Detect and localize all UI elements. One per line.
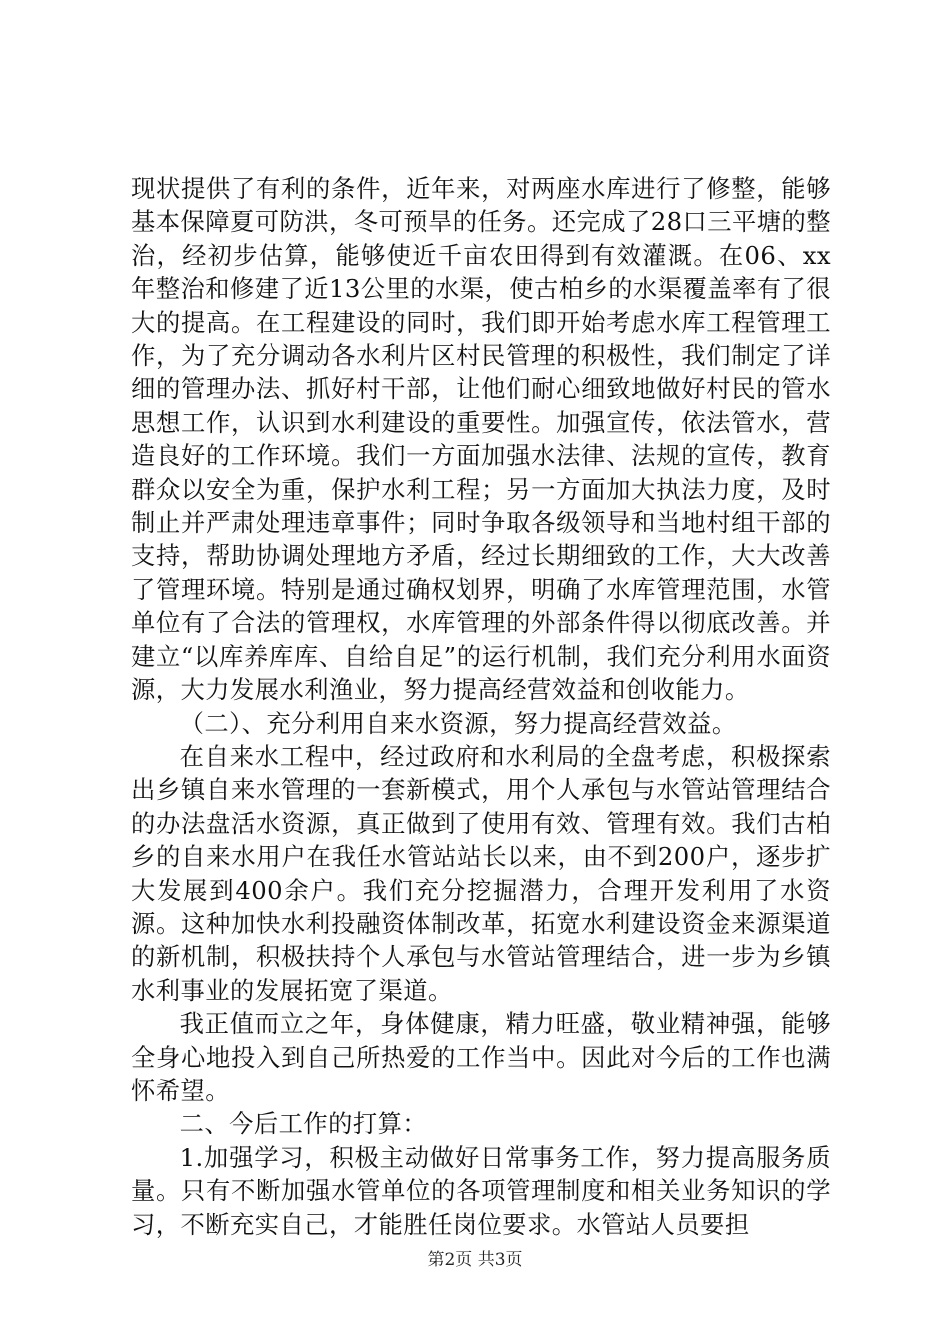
paragraph-4: 我正值而立之年，身体健康，精力旺盛，敬业精神强，能够全身心地投入到自己所热爱的工作当中。因此对今后的工作也满怀希望。 bbox=[131, 1009, 831, 1105]
paragraph-6: 1.加强学习，积极主动做好日常事务工作，努力提高服务质量。只有不断加强水管单位的各项管理制度和相关业务知识的学习，不断充实自己，才能胜任岗位要求。水管站人员要担 bbox=[131, 1142, 831, 1239]
paragraph-5-section-heading: 二、今后工作的打算： bbox=[179, 1109, 428, 1139]
document-body bbox=[131, 172, 831, 1241]
paragraph-3: 在自来水工程中，经过政府和水利局的全盘考虑，积极探索出乡镇自来水管理的一套新模式，用个人承包与水管站管理结合的办法盘活水资源，真正做到了使用有效、管理有效。我们古柏乡的自来水用户在我任水管站站长以来，由不到200户，逐步扩大发展到400余户。我们充分挖掘潜力，合理开发利用了水资源。这种加快水利投融资体制改革，拓宽水利建设资金来源渠道的新机制，积极扶持个人承包与水管站管理结合，进一步为乡镇水利事业的发展拓宽了渠道。 bbox=[131, 741, 831, 1005]
page-number-footer: 第2页 共3页 bbox=[427, 1250, 523, 1270]
paragraph-2-section-heading: （二）、充分利用自来水资源，努力提高经营效益。 bbox=[179, 708, 737, 738]
paragraph-1: 现状提供了有利的条件，近年来，对两座水库进行了修整，能够基本保障夏可防洪，冬可预旱的任务。还完成了28口三平塘的整治，经初步估算，能够使近千亩农田得到有效灌溉。在06、xx年整治和修建了近13公里的水渠，使古柏乡的水渠覆盖率有了很大的提高。在工程建设的同时，我们即开始考虑水库工程管理工作，为了充分调动各水利片区村民管理的积极性，我们制定了详细的管理办法、抓好村干部，让他们耐心细致地做好村民的管水思想工作，认识到水利建设的重要性。加强宣传，依法管水，营造良好的工作环境。我们一方面加强水法律、法规的宣传，教育群众以安全为重，保护水利工程；另一方面加大执法力度，及时制止并严肃处理违章事件；同时争取各级领导和当地村组干部的支持，帮助协调处理地方矛盾，经过长期细致的工作，大大改善了管理环境。特别是通过确权划界，明确了水库管理范围，水管单位有了合法的管理权，水库管理的外部条件得以彻底改善。并建立“以库养库库、自给自足”的运行机制，我们充分利用水面资源，大力发展水利渔业，努力提高经营效益和创收能力。 bbox=[131, 174, 831, 705]
